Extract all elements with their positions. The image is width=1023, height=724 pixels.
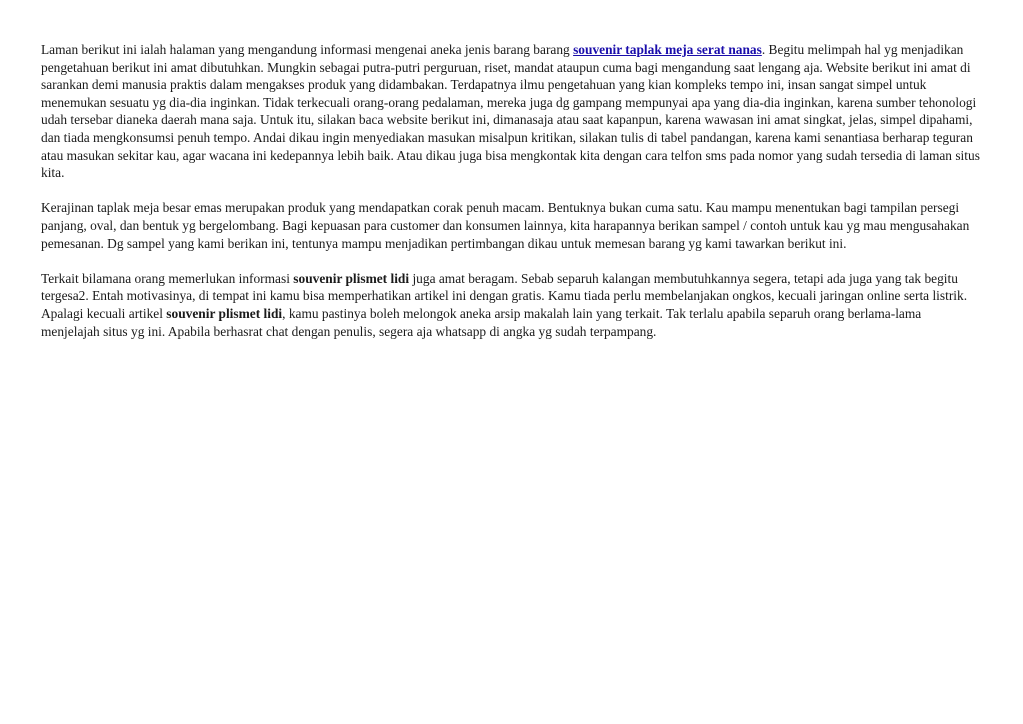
paragraph-intro-text-end: . Begitu melimpah hal yg menjadikan pengetahuan berikut ini amat dibutuhkan. Mungkin sebagai putra-putri perguruan, riset, mandat ataupun cuma bagi mengandung saat lengang aja. Website berikut ini amat di sarankan demi manusia praktis dalam mengakses produk yang didambakan. Terdapatnya ilmu pengetahuan yang kian kompleks tempo ini, insan sangat simpel untuk menemukan sesuatu yg dia-dia inginkan. Tidak terkecuali orang-orang pedalaman, mereka juga dg gampang mempunyai apa yang dia-dia inginkan, karena sumber tehonologi udah tersebar dianeka daerah mana saja. Untuk itu, silakan baca website berikut ini, dimanasaja atau saat kapanpun, karena wawasan ini amat singkat, jelas, simpel dipahami, dan tiada mengkonsumsi penuh tempo. Andai dikau ingin menyediakan masukan misalpun kritikan, silakan tulis di tabel pandangan, karena kami senantiasa berharap teguran atau masukan sekitar kau, agar wacana ini kedepannya lebih baik. Atau dikau juga bisa mengkontak kita dengan cara telfon sms pada nomor yang sudah tersedia di laman situs kita. <box>41 42 980 181</box>
keyword-souvenir-plismet-lidi-2: souvenir plismet lidi <box>166 305 283 321</box>
paragraph-kerajinan <box>41 199 981 252</box>
paragraph-kerajinan-text: Kerajinan taplak meja besar emas merupakan produk yang mendapatkan corak penuh macam. Bentuknya bukan cuma satu. Kau mampu menentukan bagi tampilan persegi panjang, oval, dan bentuk yg bergelombang. Bagi kepuasan para customer dan konsumen lainnya, kita harapannya berikan sampel / contoh untuk kau yg mau mengusahakan pemesanan. Dg sampel yang kami berikan ini, tentunya mampu menjadikan pertimbangan dikau untuk memesan barang yg kami tawarkan berikut ini. <box>41 200 970 251</box>
paragraph-plismet-text-2: juga amat beragam. Sebab separuh kalangan membutuhkannya segera, tetapi ada juga yang tak begitu tergesa2. Entah motivasinya, di tempat ini kamu bisa memperhatikan artikel ini dengan gratis. Kamu tiada perlu membelanjakan ongkos, kecuali jaringan online serta listrik. Apalagi kecuali artikel <box>41 270 968 321</box>
paragraph-plismet <box>41 270 981 340</box>
paragraph-intro-text-start: Laman berikut ini ialah halaman yang mengandung informasi mengenai aneka jenis barang barang <box>41 42 574 57</box>
souvenir-taplak-link[interactable]: souvenir taplak meja serat nanas <box>573 42 762 57</box>
paragraph-intro <box>41 41 981 182</box>
document-body <box>41 41 981 358</box>
paragraph-plismet-text-1: Terkait bilamana orang memerlukan informasi <box>41 270 294 286</box>
paragraph-plismet-text-3: , kamu pastinya boleh melongok aneka arsip makalah lain yang terkait. Tak terlalu apabila separuh orang berlama-lama menjelajah situs yg ini. Apabila berhasrat chat dengan penulis, segera aja whatsapp di angka yg sudah terpampang. <box>41 305 922 339</box>
keyword-souvenir-plismet-lidi: souvenir plismet lidi <box>293 270 410 286</box>
